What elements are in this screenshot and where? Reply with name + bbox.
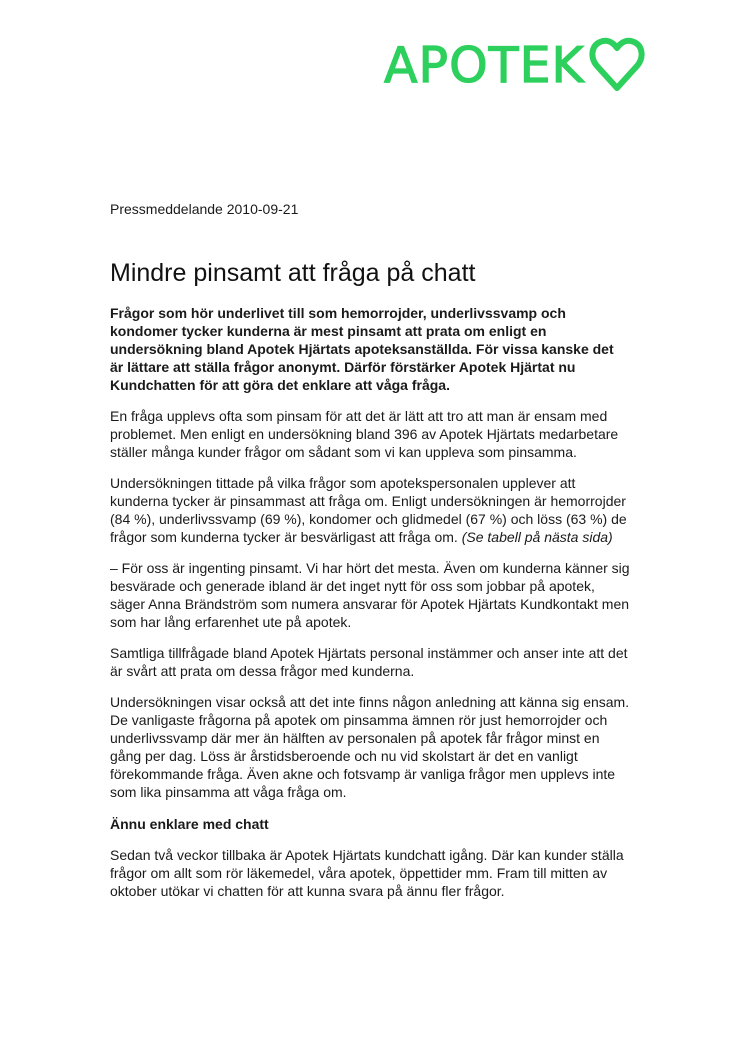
press-release <box>110 200 630 900</box>
paragraph-text: Undersökningen tittade på vilka frågor som apotekspersonalen upplever att kunderna tycker är pinsammast att fråga om. Enligt undersökningen är hemorrojder (84 %), underlivssvamp (69 %), kondomer och glidmedel (67 %) och löss (63 %) de frågor som kunderna tycker är besvärligast att fråga om. <box>110 475 627 545</box>
body-paragraph: En fråga upplevs ofta som pinsam för att det är lätt att tro att man är ensam med problemet. Men enligt en undersökning bland 396 av Apotek Hjärtats medarbetare ställer många kunder frågor om sådant som vi kan uppleva som pinsamma. <box>110 408 619 460</box>
page-title: Mindre pinsamt att fråga på chatt <box>110 259 476 287</box>
body-paragraph <box>110 474 630 546</box>
body-paragraph: Undersökningen visar också att det inte finns någon anledning att känna sig ensam. De vanligaste frågorna på apotek om pinsamma ämnen rör just hemorrojder och underlivssvamp där mer än hälften av personalen på apotek får frågor minst en gång per dag. Löss är årstidsberoende och nu vid skolstart är det en vanligt förekommande fråga. Även akne och fotsvamp är vanliga frågor men upplevs inte som lika pinsamma att våga fråga om. <box>110 694 630 800</box>
heart-icon <box>589 36 645 94</box>
table-note: (Se tabell på nästa sida) <box>461 529 613 545</box>
dateline: Pressmeddelande 2010-09-21 <box>110 201 299 217</box>
body-paragraph: Samtliga tillfrågade bland Apotek Hjärtats personal instämmer och anser inte att det är svårt att prata om dessa frågor med kunderna. <box>110 645 628 679</box>
brand-name: APOTEK <box>384 36 585 94</box>
quote-paragraph: – För oss är ingenting pinsamt. Vi har hört det mesta. Även om kunderna känner sig besvärade och generade ibland är det inget nytt för oss som jobbar på apotek, säger Anna Brändström som numera ansvarar för Apotek Hjärtats Kundkontakt men som har lång erfarenhet ute på apotek. <box>110 560 630 630</box>
brand-logo <box>384 34 716 96</box>
section-heading: Ännu enklare med chatt <box>110 816 269 832</box>
closing-paragraph: Sedan två veckor tillbaka är Apotek Hjärtats kundchatt igång. Där kan kunder ställa frågor om allt som rör läkemedel, våra apotek, öppettider mm. Fram till mitten av oktober utökar vi chatten för att kunna svara på ännu fler frågor. <box>110 847 624 899</box>
lead-paragraph: Frågor som hör underlivet till som hemorrojder, underlivssvamp och kondomer tycker kunderna är mest pinsamt att prata om enligt en undersökning bland Apotek Hjärtats apoteksanställda. För vissa kanske det är lättare att ställa frågor anonymt. Därför förstärker Apotek Hjärtat nu Kundchatten för att göra det enklare att våga fråga. <box>110 305 614 393</box>
